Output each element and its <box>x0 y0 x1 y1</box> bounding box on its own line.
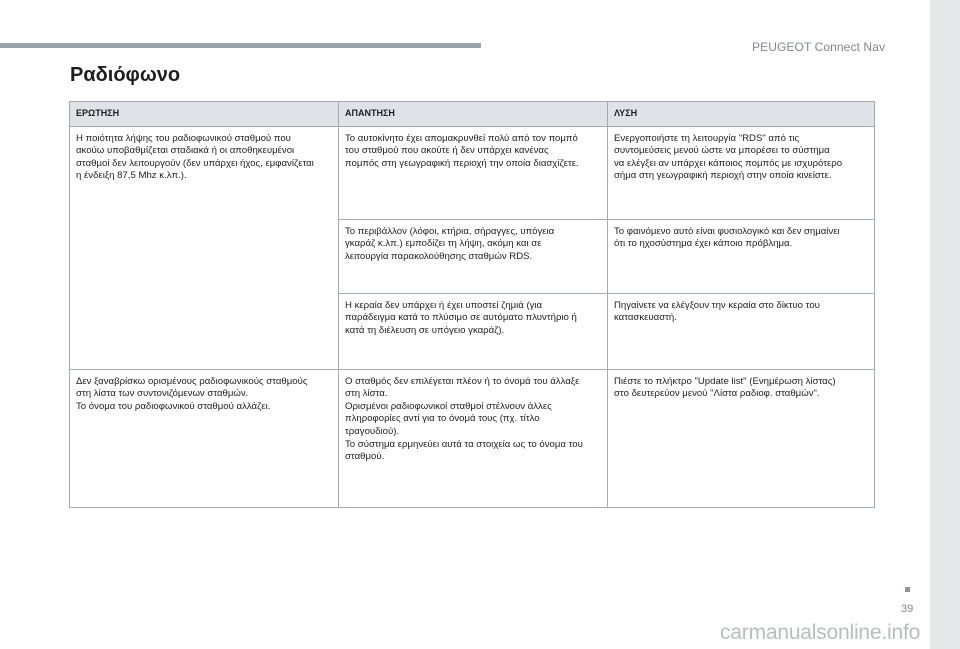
solution-cell <box>608 219 875 293</box>
column-header-answer: ΑΠΑΝΤΗΣΗ <box>339 102 608 127</box>
solution-text: Το φαινόμενο αυτό είναι φυσιολογικό και δεν σημαίνει ότι το ηχοσύστημα έχει κάποιο πρόβλημα. <box>614 225 840 250</box>
watermark: carmanualsonline.info <box>720 621 921 644</box>
column-header-question: ΕΡΩΤΗΣΗ <box>70 102 339 127</box>
answer-text: Το περιβάλλον (λόφοι, κτήρια, σήραγγες, υπόγεια γκαράζ κ.λπ.) εμποδίζει τη λήψη, ακόμη και σε λειτουργία παρακολούθησης σταθμών RDS. <box>345 225 555 262</box>
answer-cell <box>339 293 608 369</box>
column-header-solution: ΛΥΣΗ <box>608 102 875 127</box>
solution-cell <box>608 369 875 507</box>
solution-cell <box>608 126 875 219</box>
answer-cell <box>339 219 608 293</box>
answer-text: Η κεραία δεν υπάρχει ή έχει υποστεί ζημιά (για παράδειγμα κατά το πλύσιμο σε αυτόματο πλυντήριο ή κατά τη διέλευση σε υπόγειο γκαράζ). <box>345 299 577 336</box>
page-number: 39 <box>901 603 914 615</box>
header-title: PEUGEOT Connect Nav <box>752 40 886 54</box>
table-row <box>70 369 875 507</box>
solution-cell <box>608 293 875 369</box>
question-cell <box>70 126 339 369</box>
solution-text: Πιέστε το πλήκτρο "Update list" (Ενημέρωση λίστας) στο δευτερεύον μενού "Λίστα ραδιοφ. σταθμών". <box>614 375 836 400</box>
faq-table <box>69 101 875 508</box>
question-text: Δεν ξαναβρίσκω ορισμένους ραδιοφωνικούς σταθμούς στη λίστα των συντονιζόμενων σταθμών. Το όνομα του ραδιοφωνικού σταθμού αλλάζει. <box>76 375 308 412</box>
question-cell <box>70 369 339 507</box>
question-text: Η ποιότητα λήψης του ραδιοφωνικού σταθμού που ακούω υποβαθμίζεται σταδιακά ή οι αποθηκευμένοι σταθμοί δεν λειτουργούν (δεν υπάρχει ήχος, εμφανίζεται η ένδειξη 87,5 Mhz κ.λπ.). <box>76 132 314 182</box>
side-strip <box>930 0 960 649</box>
table-row <box>70 126 875 219</box>
page-marker <box>905 587 910 592</box>
solution-text: Πηγαίνετε να ελέγξουν την κεραία στο δίκτυο του κατασκευαστή. <box>614 299 820 324</box>
table-header-row <box>70 102 875 127</box>
solution-text: Ενεργοποιήστε τη λειτουργία "RDS" από τις συντομεύσεις μενού ώστε να μπορέσει το σύστημα να ελέγξει αν υπάρχει κάποιος πομπός με ισχυρότερο σήμα στη γεωγραφική περιοχή στην οποία κινείστε. <box>614 132 843 182</box>
answer-cell <box>339 369 608 507</box>
page-title: Ραδιόφωνο <box>70 64 181 86</box>
answer-text: Το αυτοκίνητο έχει απομακρυνθεί πολύ από τον πομπό του σταθμού που ακούτε ή δεν υπάρχει κανένας πομπός στη γεωγραφική περιοχή την οποία διασχίζετε. <box>345 132 579 169</box>
header-rule <box>0 43 481 48</box>
answer-text: Ο σταθμός δεν επιλέγεται πλέον ή το όνομά του άλλαξε στη λίστα. Ορισμένοι ραδιοφωνικοί σταθμοί στέλνουν άλλες πληροφορίες αντί για το όνομά τους (πχ. τίτλο τραγουδιού). Το σύστημα ερμηνεύει αυτά τα στοιχεία ως το όνομα του σταθμού. <box>345 375 583 463</box>
answer-cell <box>339 126 608 219</box>
